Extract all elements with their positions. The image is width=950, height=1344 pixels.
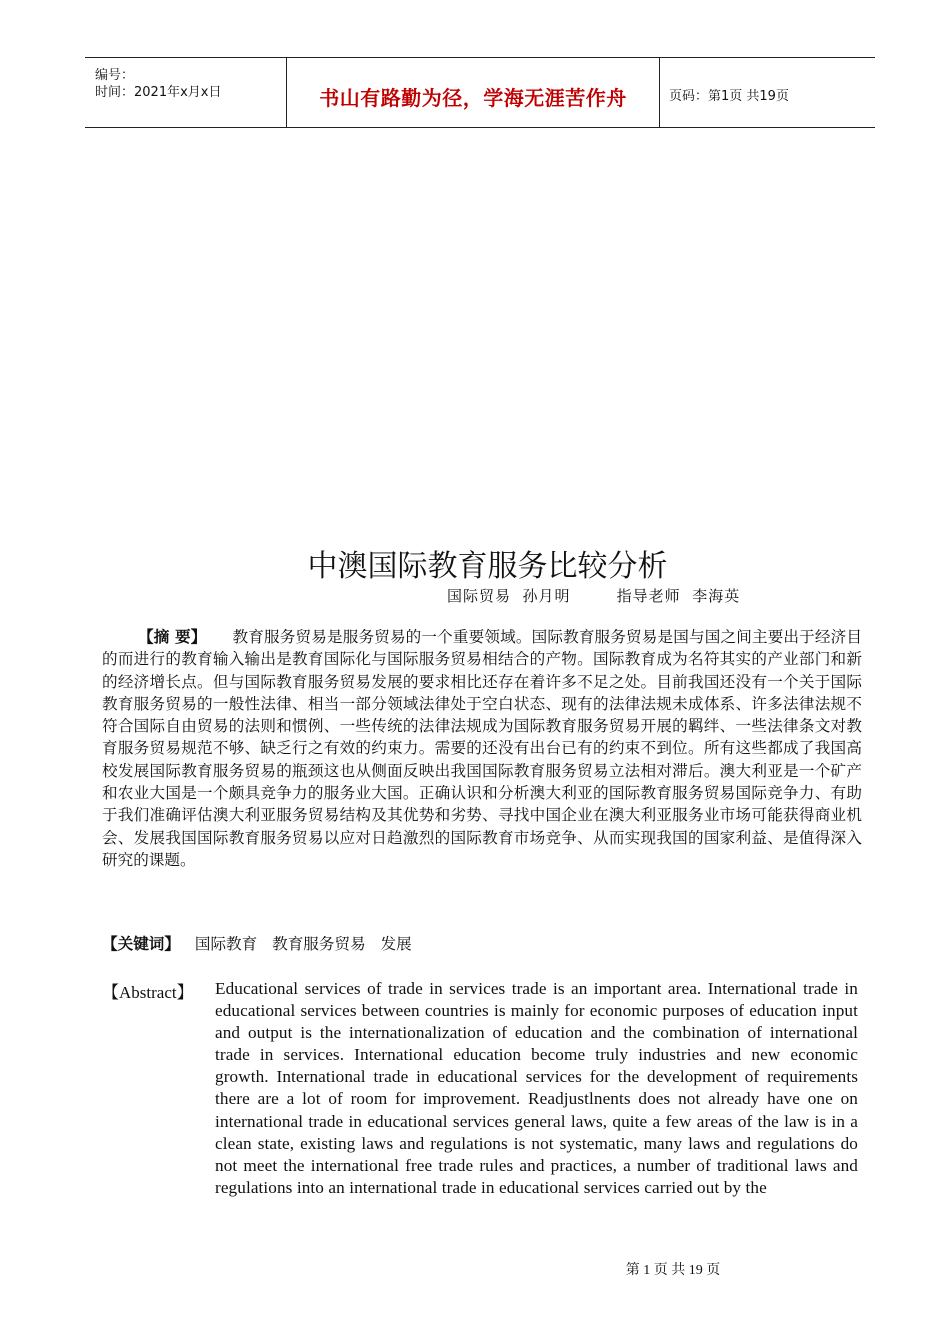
document-time-label: 时间：2021年x月x日 <box>95 85 222 100</box>
header-motto: 书山有路勤为径，学海无涯苦作舟 <box>319 86 627 110</box>
abstract-text: 教育服务贸易是服务贸易的一个重要领域。国际教育服务贸易是国与国之间主要出于经济目的而进行的教育输入输出是教育国际化与国际服务贸易相结合的产物。国际教育成为名符其实的产业部门和新的经济增长点。但与国际教育服务贸易发展的要求相比还存在着许多不足之处。目前我国还没有一个关于国际教育服务贸易的一般性法律、相当一部分领域法律处于空白状态、现有的法律法规未成体系、许多法律法规不符合国际自由贸易的法则和惯例、一些传统的法律法规成为国际教育服务贸易开展的羁绊、一些法律条文对教育服务贸易规范不够、缺乏行之有效的约束力。需要的还没有出台已有的约束不到位。所有这些都成了我国高校发展国际教育服务贸易的瓶颈这也从侧面反映出我国国际教育服务贸易立法相对滞后。澳大利亚是一个矿产和农业大国是一个颇具竞争力的服务业大国。正确认识和分析澳大利亚的国际教育服务贸易国际竞争力、有助于我们准确评估澳大利亚服务贸易结构及其优势和劣势、寻找中国企业在澳大利亚服务业市场可能获得商业机会、发展我国国际教育服务贸易以应对日趋激烈的国际教育市场竞争、从而实现我国的国家利益、是值得深入研究的课题。 <box>102 628 862 869</box>
author-byline: 国际贸易 孙月明 指导老师 李海英 <box>447 587 741 605</box>
header-left-cell <box>85 58 285 127</box>
page-footer <box>0 1259 950 1279</box>
abstract-label: 【摘 要】 <box>138 628 207 646</box>
page-footer-text: 第 1 页 共 19 页 <box>625 1263 721 1278</box>
header-page-cell <box>659 58 875 127</box>
document-title: 中澳国际教育服务比较分析 <box>307 549 668 584</box>
abstract-paragraph <box>102 626 862 871</box>
keywords-label: 【关键词】 <box>102 935 180 953</box>
keywords-text: 国际教育 教育服务贸易 发展 <box>179 935 412 953</box>
document-header <box>85 57 875 128</box>
abstract-en-text: Educational services of trade in services trade is an important area. International trade in educational services between countries is mainly for economic purposes of education input and output is the internationalization of education and the combination of international trade in services. International education become truly industries and new economic growth. International trade in educational services for the development of requirements there are a lot of room for improvement. Readjustlnents does not already have one on international trade in educational services general laws, quite a few areas of the law is in a clean state, existing laws and regulations is not systematic, many laws and regulations do not meet the international free trade rules and practices, a number of traditional laws and regulations into an international trade in educational services carried out by the <box>215 979 858 1197</box>
keywords-line <box>102 933 862 955</box>
header-motto-cell <box>286 58 660 127</box>
header-page-info: 页码：第1页 共19页 <box>669 89 789 104</box>
abstract-en-label: 【Abstract】 <box>102 983 194 1002</box>
document-number-label: 编号： <box>95 68 135 83</box>
